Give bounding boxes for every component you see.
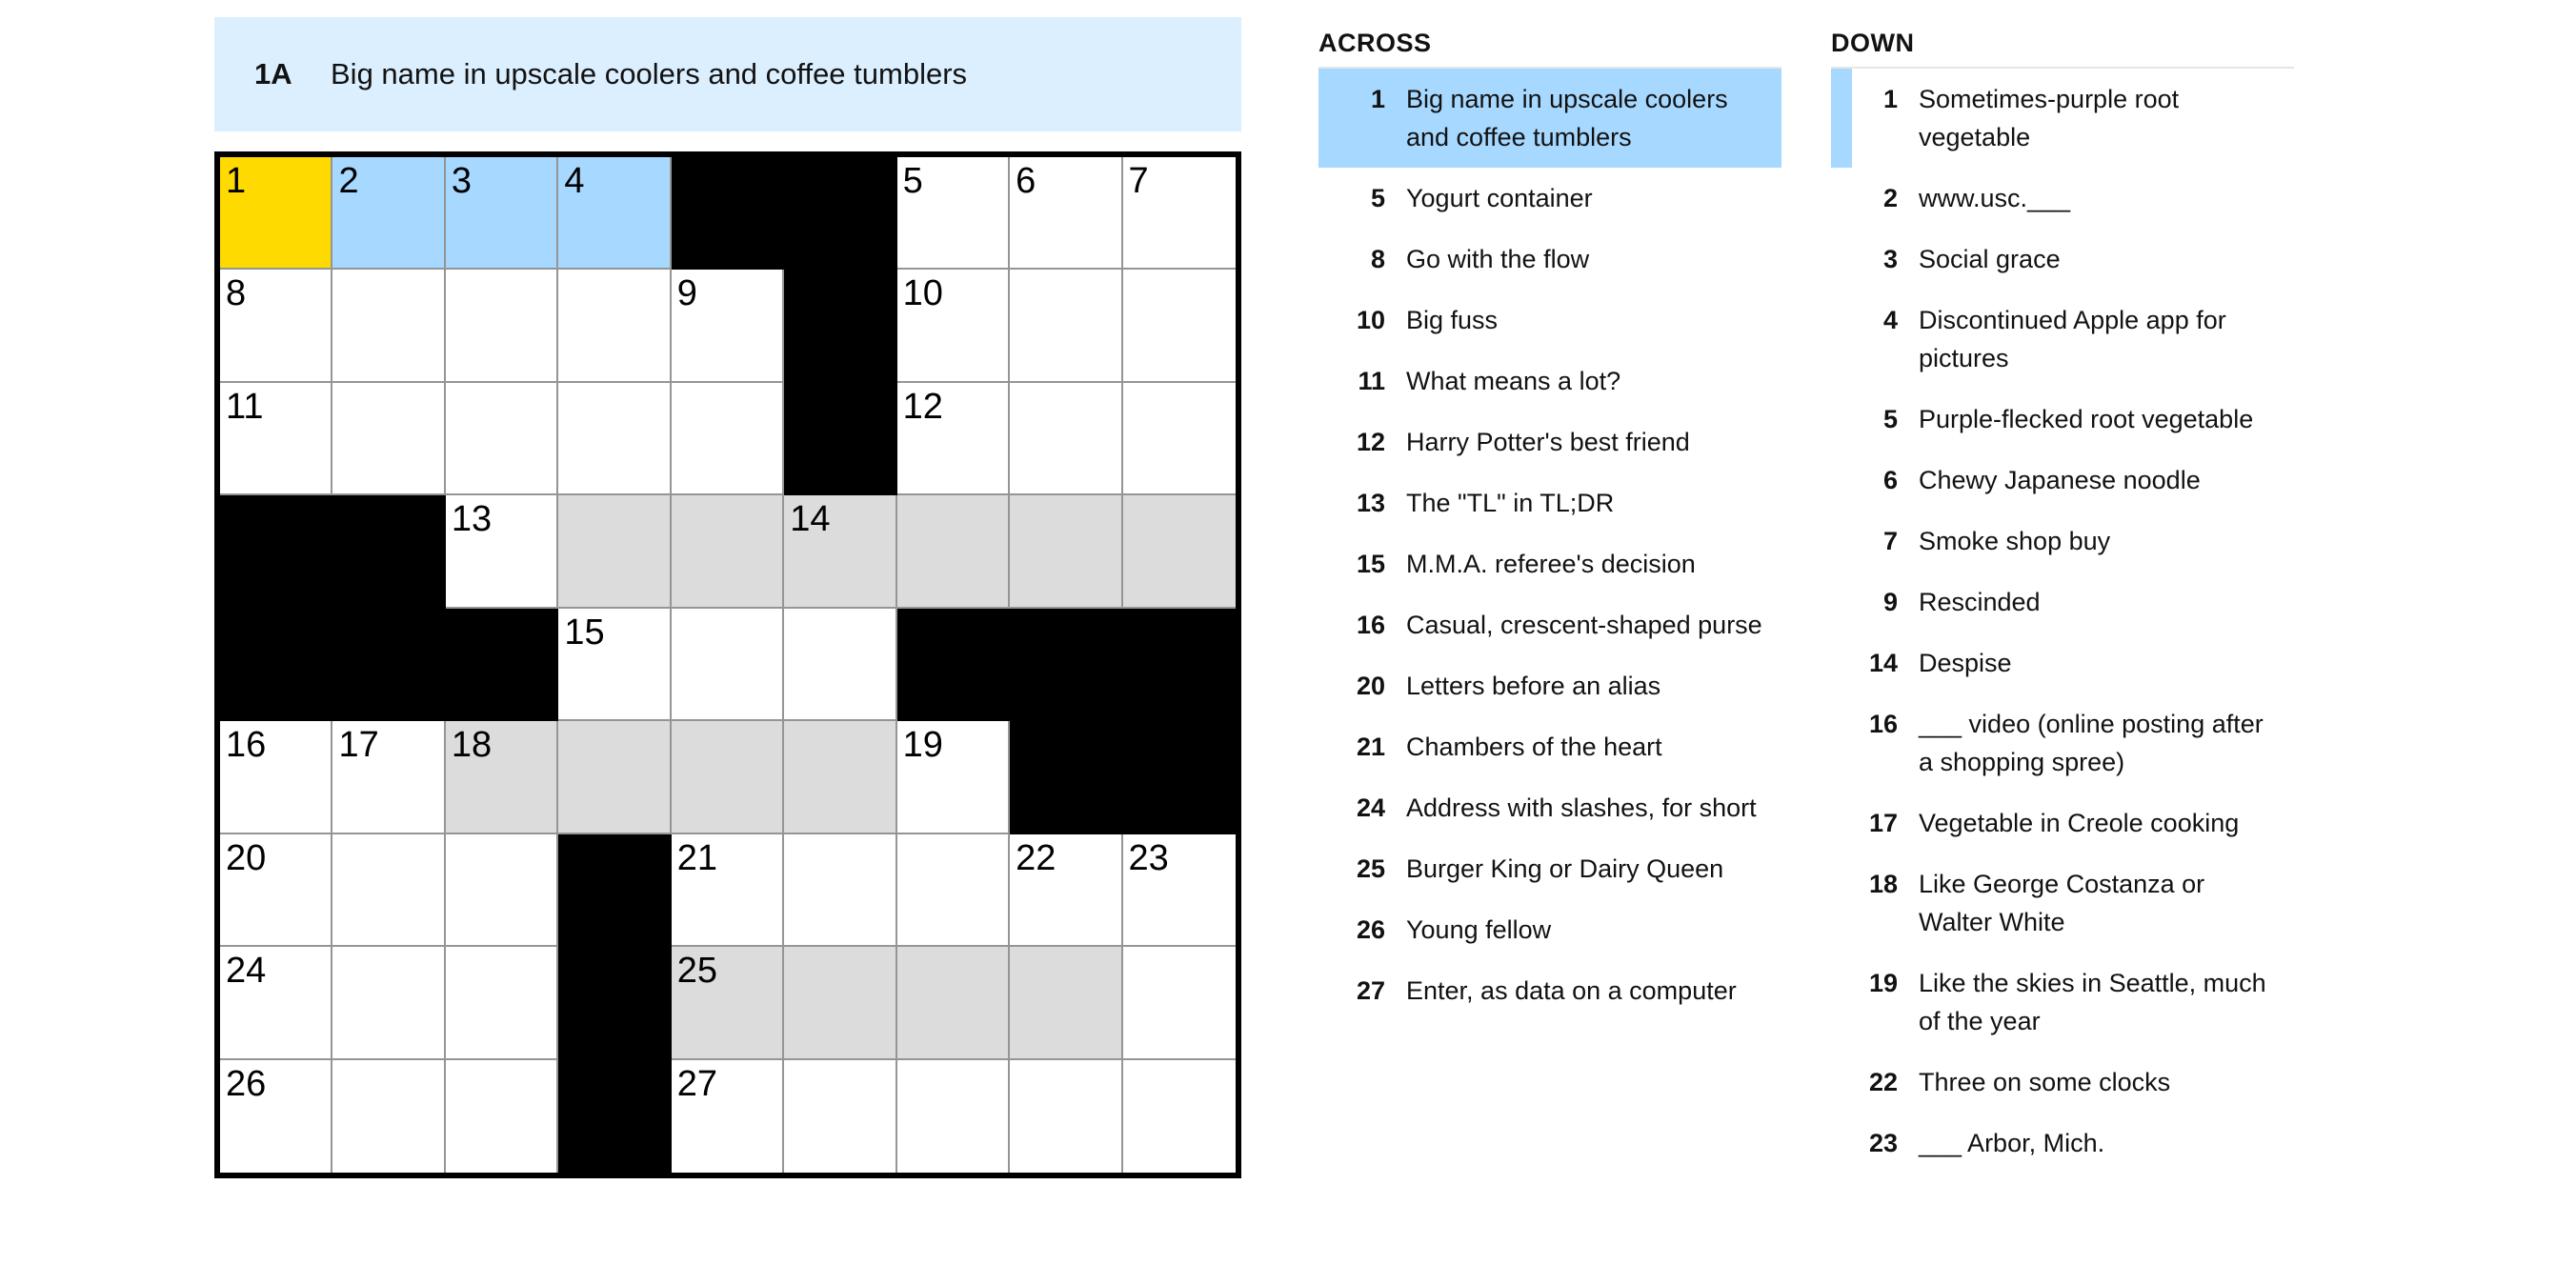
cell-number: 22: [1016, 837, 1057, 878]
down-clue-14[interactable]: [1831, 632, 2294, 693]
clue-number: 5: [1882, 405, 1898, 433]
clue-text: ___ Arbor, Mich.: [1919, 1129, 2105, 1157]
cell-number: 11: [226, 386, 264, 427]
cell-number: 21: [676, 837, 718, 878]
grid-cell[interactable]: [672, 834, 784, 947]
grid-cell[interactable]: [446, 834, 558, 947]
across-clue-list: [1318, 67, 1781, 1021]
grid-cell[interactable]: [897, 157, 1010, 270]
grid-cell[interactable]: [446, 157, 558, 270]
grid-cell[interactable]: [332, 1060, 445, 1173]
crossword-grid[interactable]: [214, 151, 1241, 1178]
across-clue-11[interactable]: [1318, 351, 1781, 412]
cell-number: 18: [451, 725, 493, 766]
clue-number: 16: [1868, 710, 1898, 738]
grid-cell[interactable]: [672, 609, 784, 721]
grid-cell[interactable]: [897, 947, 1010, 1059]
down-clue-list: [1831, 67, 2294, 1174]
down-clue-7[interactable]: [1831, 511, 2294, 572]
grid-cell[interactable]: [558, 157, 671, 270]
across-clue-12[interactable]: [1318, 412, 1781, 472]
grid-cell[interactable]: [897, 721, 1010, 833]
cell-number: 3: [451, 161, 473, 201]
down-clue-2[interactable]: [1831, 168, 2294, 229]
across-clue-13[interactable]: [1318, 472, 1781, 533]
down-clue-18[interactable]: [1831, 853, 2294, 953]
clue-text: Social grace: [1919, 245, 2061, 273]
cell-number: 24: [226, 951, 267, 992]
grid-cell[interactable]: [446, 495, 558, 608]
clue-text: Smoke shop buy: [1919, 527, 2111, 555]
across-clue-16[interactable]: [1318, 594, 1781, 655]
clue-text: Harry Potter's best friend: [1406, 428, 1690, 456]
grid-block: [220, 609, 332, 721]
across-clue-20[interactable]: [1318, 655, 1781, 716]
grid-cell[interactable]: [784, 495, 896, 608]
grid-cell[interactable]: [446, 383, 558, 495]
cell-number: 19: [902, 725, 943, 766]
grid-cell[interactable]: [558, 495, 671, 608]
grid-block: [672, 157, 784, 270]
grid-cell[interactable]: [897, 834, 1010, 947]
clue-number: 16: [1356, 611, 1385, 639]
cell-number: 10: [902, 273, 943, 314]
grid-cell[interactable]: [672, 1060, 784, 1173]
clue-text: Chewy Japanese noodle: [1919, 466, 2201, 494]
clue-text: Go with the flow: [1406, 245, 1590, 273]
cell-number: 1: [226, 161, 247, 201]
grid-block: [1123, 609, 1236, 721]
grid-cell[interactable]: [1123, 270, 1236, 382]
grid-cell[interactable]: [220, 721, 332, 833]
cell-number: 23: [1128, 837, 1169, 878]
grid-block: [220, 495, 332, 608]
cell-number: 5: [902, 161, 923, 201]
grid-cell[interactable]: [332, 721, 445, 833]
down-clue-5[interactable]: [1831, 389, 2294, 450]
clue-number: 2: [1882, 184, 1898, 212]
grid-cell[interactable]: [558, 609, 671, 721]
cell-number: 16: [226, 725, 267, 766]
grid-cell[interactable]: [220, 947, 332, 1059]
clue-text: Chambers of the heart: [1406, 733, 1662, 761]
cell-number: 15: [564, 612, 605, 653]
down-clue-3[interactable]: [1831, 229, 2294, 290]
grid-cell[interactable]: [1010, 157, 1122, 270]
grid-block: [1010, 721, 1122, 833]
clue-number: 11: [1358, 367, 1385, 395]
grid-cell[interactable]: [897, 1060, 1010, 1173]
grid-cell[interactable]: [220, 270, 332, 382]
clue-number: 7: [1882, 527, 1898, 555]
cell-number: 26: [226, 1063, 267, 1104]
clue-text: ___ video (online posting after a shopping spree): [1919, 710, 2264, 776]
across-clue-10[interactable]: [1318, 290, 1781, 351]
grid-cell[interactable]: [784, 1060, 896, 1173]
cell-number: 13: [451, 499, 493, 540]
clue-number: 17: [1868, 809, 1898, 837]
grid-cell[interactable]: [332, 834, 445, 947]
clue-number: 19: [1868, 969, 1898, 997]
across-clue-24[interactable]: [1318, 777, 1781, 838]
grid-block: [558, 834, 671, 947]
clue-text: Enter, as data on a computer: [1406, 976, 1737, 1005]
grid-cell[interactable]: [1010, 270, 1122, 382]
down-clue-4[interactable]: [1831, 290, 2294, 389]
across-clue-1[interactable]: [1318, 69, 1781, 168]
grid-cell[interactable]: [784, 721, 896, 833]
grid-cell[interactable]: [332, 157, 445, 270]
current-clue-bar[interactable]: [214, 17, 1241, 131]
down-clue-16[interactable]: [1831, 693, 2294, 793]
clue-number: 5: [1370, 184, 1385, 212]
clue-number: 15: [1356, 550, 1385, 578]
cell-number: 8: [226, 273, 247, 314]
clue-text: Rescinded: [1919, 588, 2041, 616]
down-clue-1[interactable]: [1831, 69, 2294, 168]
clue-number: 23: [1868, 1129, 1898, 1157]
clue-number: 1: [1882, 85, 1898, 113]
clue-number: 4: [1882, 306, 1898, 334]
clue-text: Discontinued Apple app for pictures: [1919, 306, 2226, 372]
grid-cell[interactable]: [1123, 495, 1236, 608]
grid-block: [1123, 721, 1236, 833]
clue-number: 25: [1356, 854, 1385, 883]
cell-number: 17: [338, 725, 379, 766]
grid-cell[interactable]: [672, 383, 784, 495]
clue-text: www.usc.___: [1919, 184, 2071, 212]
across-clue-8[interactable]: [1318, 229, 1781, 290]
cell-number: 6: [1016, 161, 1036, 201]
grid-cell[interactable]: [220, 157, 332, 270]
grid-cell[interactable]: [672, 947, 784, 1059]
across-clue-26[interactable]: [1318, 899, 1781, 960]
cell-number: 20: [226, 837, 267, 878]
grid-cell[interactable]: [1123, 383, 1236, 495]
grid-cell[interactable]: [1010, 834, 1122, 947]
grid-cell[interactable]: [672, 495, 784, 608]
grid-cell[interactable]: [1123, 834, 1236, 947]
cell-number: 2: [338, 161, 359, 201]
across-clue-25[interactable]: [1318, 838, 1781, 899]
clue-number: 22: [1868, 1068, 1898, 1096]
cell-number: 7: [1128, 161, 1149, 201]
clue-text: M.M.A. referee's decision: [1406, 550, 1696, 578]
grid-cell[interactable]: [1123, 947, 1236, 1059]
cell-number: 4: [564, 161, 585, 201]
grid-block: [784, 383, 896, 495]
clue-text: Big fuss: [1406, 306, 1499, 334]
across-clue-27[interactable]: [1318, 960, 1781, 1021]
down-clue-17[interactable]: [1831, 793, 2294, 853]
clue-text: Letters before an alias: [1406, 672, 1661, 700]
grid-cell[interactable]: [1010, 495, 1122, 608]
clue-number: 9: [1882, 588, 1898, 616]
clue-text: Purple-flecked root vegetable: [1919, 405, 2254, 433]
current-clue-label: 1A: [254, 57, 292, 90]
clue-text: Like George Costanza or Walter White: [1919, 870, 2205, 936]
grid-cell[interactable]: [446, 1060, 558, 1173]
grid-block: [784, 270, 896, 382]
across-heading: ACROSS: [1318, 29, 1432, 57]
clue-text: Address with slashes, for short: [1406, 793, 1757, 822]
clue-number: 27: [1356, 976, 1385, 1005]
grid-cell[interactable]: [1010, 1060, 1122, 1173]
clue-number: 13: [1356, 489, 1385, 517]
clue-number: 24: [1356, 793, 1385, 822]
across-clue-21[interactable]: [1318, 716, 1781, 777]
grid-cell[interactable]: [1010, 947, 1122, 1059]
across-clue-15[interactable]: [1318, 533, 1781, 594]
grid-cell[interactable]: [446, 721, 558, 833]
clue-text: Casual, crescent-shaped purse: [1406, 611, 1762, 639]
grid-block: [558, 1060, 671, 1173]
grid-block: [1010, 609, 1122, 721]
grid-cell[interactable]: [220, 834, 332, 947]
grid-cell[interactable]: [332, 383, 445, 495]
grid-block: [558, 947, 671, 1059]
clue-number: 12: [1356, 428, 1385, 456]
across-clue-5[interactable]: [1318, 168, 1781, 229]
down-clue-19[interactable]: [1831, 953, 2294, 1052]
clue-number: 3: [1882, 245, 1898, 273]
clue-number: 1: [1370, 85, 1385, 113]
clue-text: Vegetable in Creole cooking: [1919, 809, 2240, 837]
grid-cell[interactable]: [784, 609, 896, 721]
grid-cell[interactable]: [220, 383, 332, 495]
clue-text: Burger King or Dairy Queen: [1406, 854, 1724, 883]
down-clue-6[interactable]: [1831, 450, 2294, 511]
grid-block: [784, 157, 896, 270]
down-heading: DOWN: [1831, 29, 1915, 57]
clue-text: What means a lot?: [1406, 367, 1621, 395]
grid-cell[interactable]: [897, 383, 1010, 495]
grid-block: [332, 609, 445, 721]
down-clue-9[interactable]: [1831, 572, 2294, 632]
grid-cell[interactable]: [672, 721, 784, 833]
grid-cell[interactable]: [332, 270, 445, 382]
grid-cell[interactable]: [558, 721, 671, 833]
clue-text: The "TL" in TL;DR: [1406, 489, 1615, 517]
clue-text: Young fellow: [1406, 915, 1552, 944]
grid-cell[interactable]: [672, 270, 784, 382]
clue-text: Yogurt container: [1406, 184, 1593, 212]
down-clue-22[interactable]: [1831, 1052, 2294, 1113]
grid-block: [446, 609, 558, 721]
grid-cell[interactable]: [446, 270, 558, 382]
grid-cell[interactable]: [784, 947, 896, 1059]
cell-number: 12: [902, 386, 943, 427]
grid-cell[interactable]: [784, 834, 896, 947]
clue-number: 18: [1868, 870, 1898, 898]
down-clue-23[interactable]: [1831, 1113, 2294, 1174]
clue-text: Despise: [1919, 649, 2012, 677]
grid-block: [332, 495, 445, 608]
grid-cell[interactable]: [558, 270, 671, 382]
cell-number: 14: [790, 499, 831, 540]
clue-number: 20: [1356, 672, 1385, 700]
clue-text: Big name in upscale coolers and coffee tumblers: [1406, 85, 1728, 151]
grid-cell[interactable]: [1010, 383, 1122, 495]
grid-cell[interactable]: [332, 947, 445, 1059]
cell-number: 9: [676, 273, 697, 314]
cell-number: 27: [676, 1063, 718, 1104]
grid-cell[interactable]: [220, 1060, 332, 1173]
grid-cell[interactable]: [1123, 157, 1236, 270]
grid-block: [897, 609, 1010, 721]
clue-number: 26: [1356, 915, 1385, 944]
clue-number: 8: [1370, 245, 1385, 273]
clue-text: Like the skies in Seattle, much of the year: [1919, 969, 2266, 1035]
cell-number: 25: [676, 951, 718, 992]
grid-cell[interactable]: [897, 270, 1010, 382]
grid-cell[interactable]: [446, 947, 558, 1059]
clue-text: Three on some clocks: [1919, 1068, 2171, 1096]
clue-number: 6: [1882, 466, 1898, 494]
current-clue-text: Big name in upscale coolers and coffee tumblers: [331, 57, 968, 90]
clue-number: 14: [1868, 649, 1898, 677]
grid-cell[interactable]: [897, 495, 1010, 608]
grid-cell[interactable]: [1123, 1060, 1236, 1173]
grid-cell[interactable]: [558, 383, 671, 495]
clue-number: 10: [1356, 306, 1385, 334]
clue-text: Sometimes-purple root vegetable: [1919, 85, 2180, 151]
clue-number: 21: [1356, 733, 1385, 761]
